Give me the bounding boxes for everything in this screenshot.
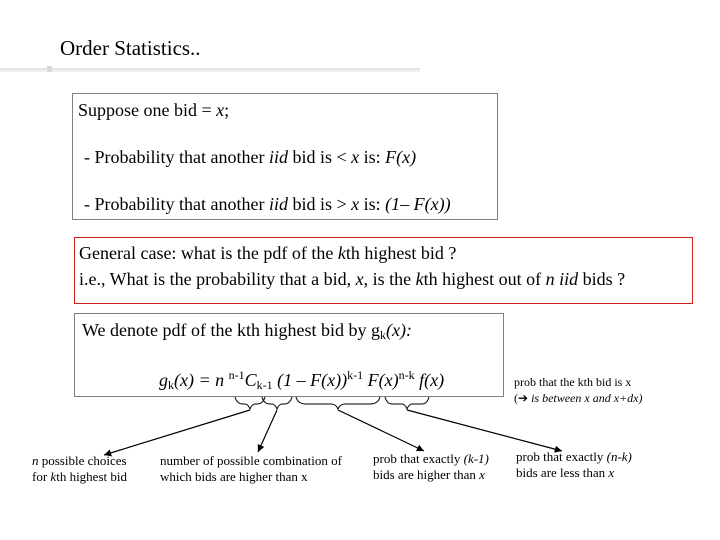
brace-combination bbox=[262, 397, 292, 409]
slide-title: Order Statistics.. bbox=[60, 36, 201, 60]
brace-higher bbox=[296, 397, 380, 409]
annotation-possible-choices: n possible choices for kth highest bid bbox=[32, 453, 127, 484]
definition-line: We denote pdf of the kth highest bid by $g_k(x)$: bbox=[82, 320, 412, 342]
probability-less-line: - Probability that another iid bid is < x is: F(x) bbox=[84, 147, 417, 167]
general-case-question: General case: what is the pdf of the kth highest bid ? bbox=[79, 243, 457, 263]
arrow-lower bbox=[407, 410, 562, 451]
brace-n bbox=[235, 397, 265, 409]
arrow-combination bbox=[258, 410, 277, 452]
general-case-restatement: i.e., What is the probability that a bid, x, is the kth highest out of n iid bids ? bbox=[79, 269, 626, 289]
brace-lower bbox=[385, 397, 429, 409]
pdf-formula: $g_k(x) = n$ $^{n-1}C_{k-1}$ (1 – F(x))$^{k-1}$ $F(x)^{n-k}$ f(x) bbox=[159, 368, 445, 392]
right-arrow-icon: ➔ bbox=[518, 391, 529, 405]
side-note-line-1: prob that the kth bid is x bbox=[514, 375, 632, 389]
annotation-combinations: number of possible combination of which bids are higher than x bbox=[160, 453, 342, 484]
assumption-line-1: Suppose one bid = x; bbox=[78, 100, 230, 120]
annotation-higher-bids: prob that exactly (k-1) bids are higher than x bbox=[373, 451, 489, 482]
probability-greater-line: - Probability that another iid bid is > x is: (1– F(x)) bbox=[84, 194, 451, 214]
arrow-n bbox=[104, 410, 250, 455]
side-note-line-2: (➔ is between x and x+dx) bbox=[514, 391, 643, 405]
annotation-lower-bids: prob that exactly (n-k) bids are less than x bbox=[516, 449, 632, 480]
arrow-higher bbox=[338, 410, 424, 451]
